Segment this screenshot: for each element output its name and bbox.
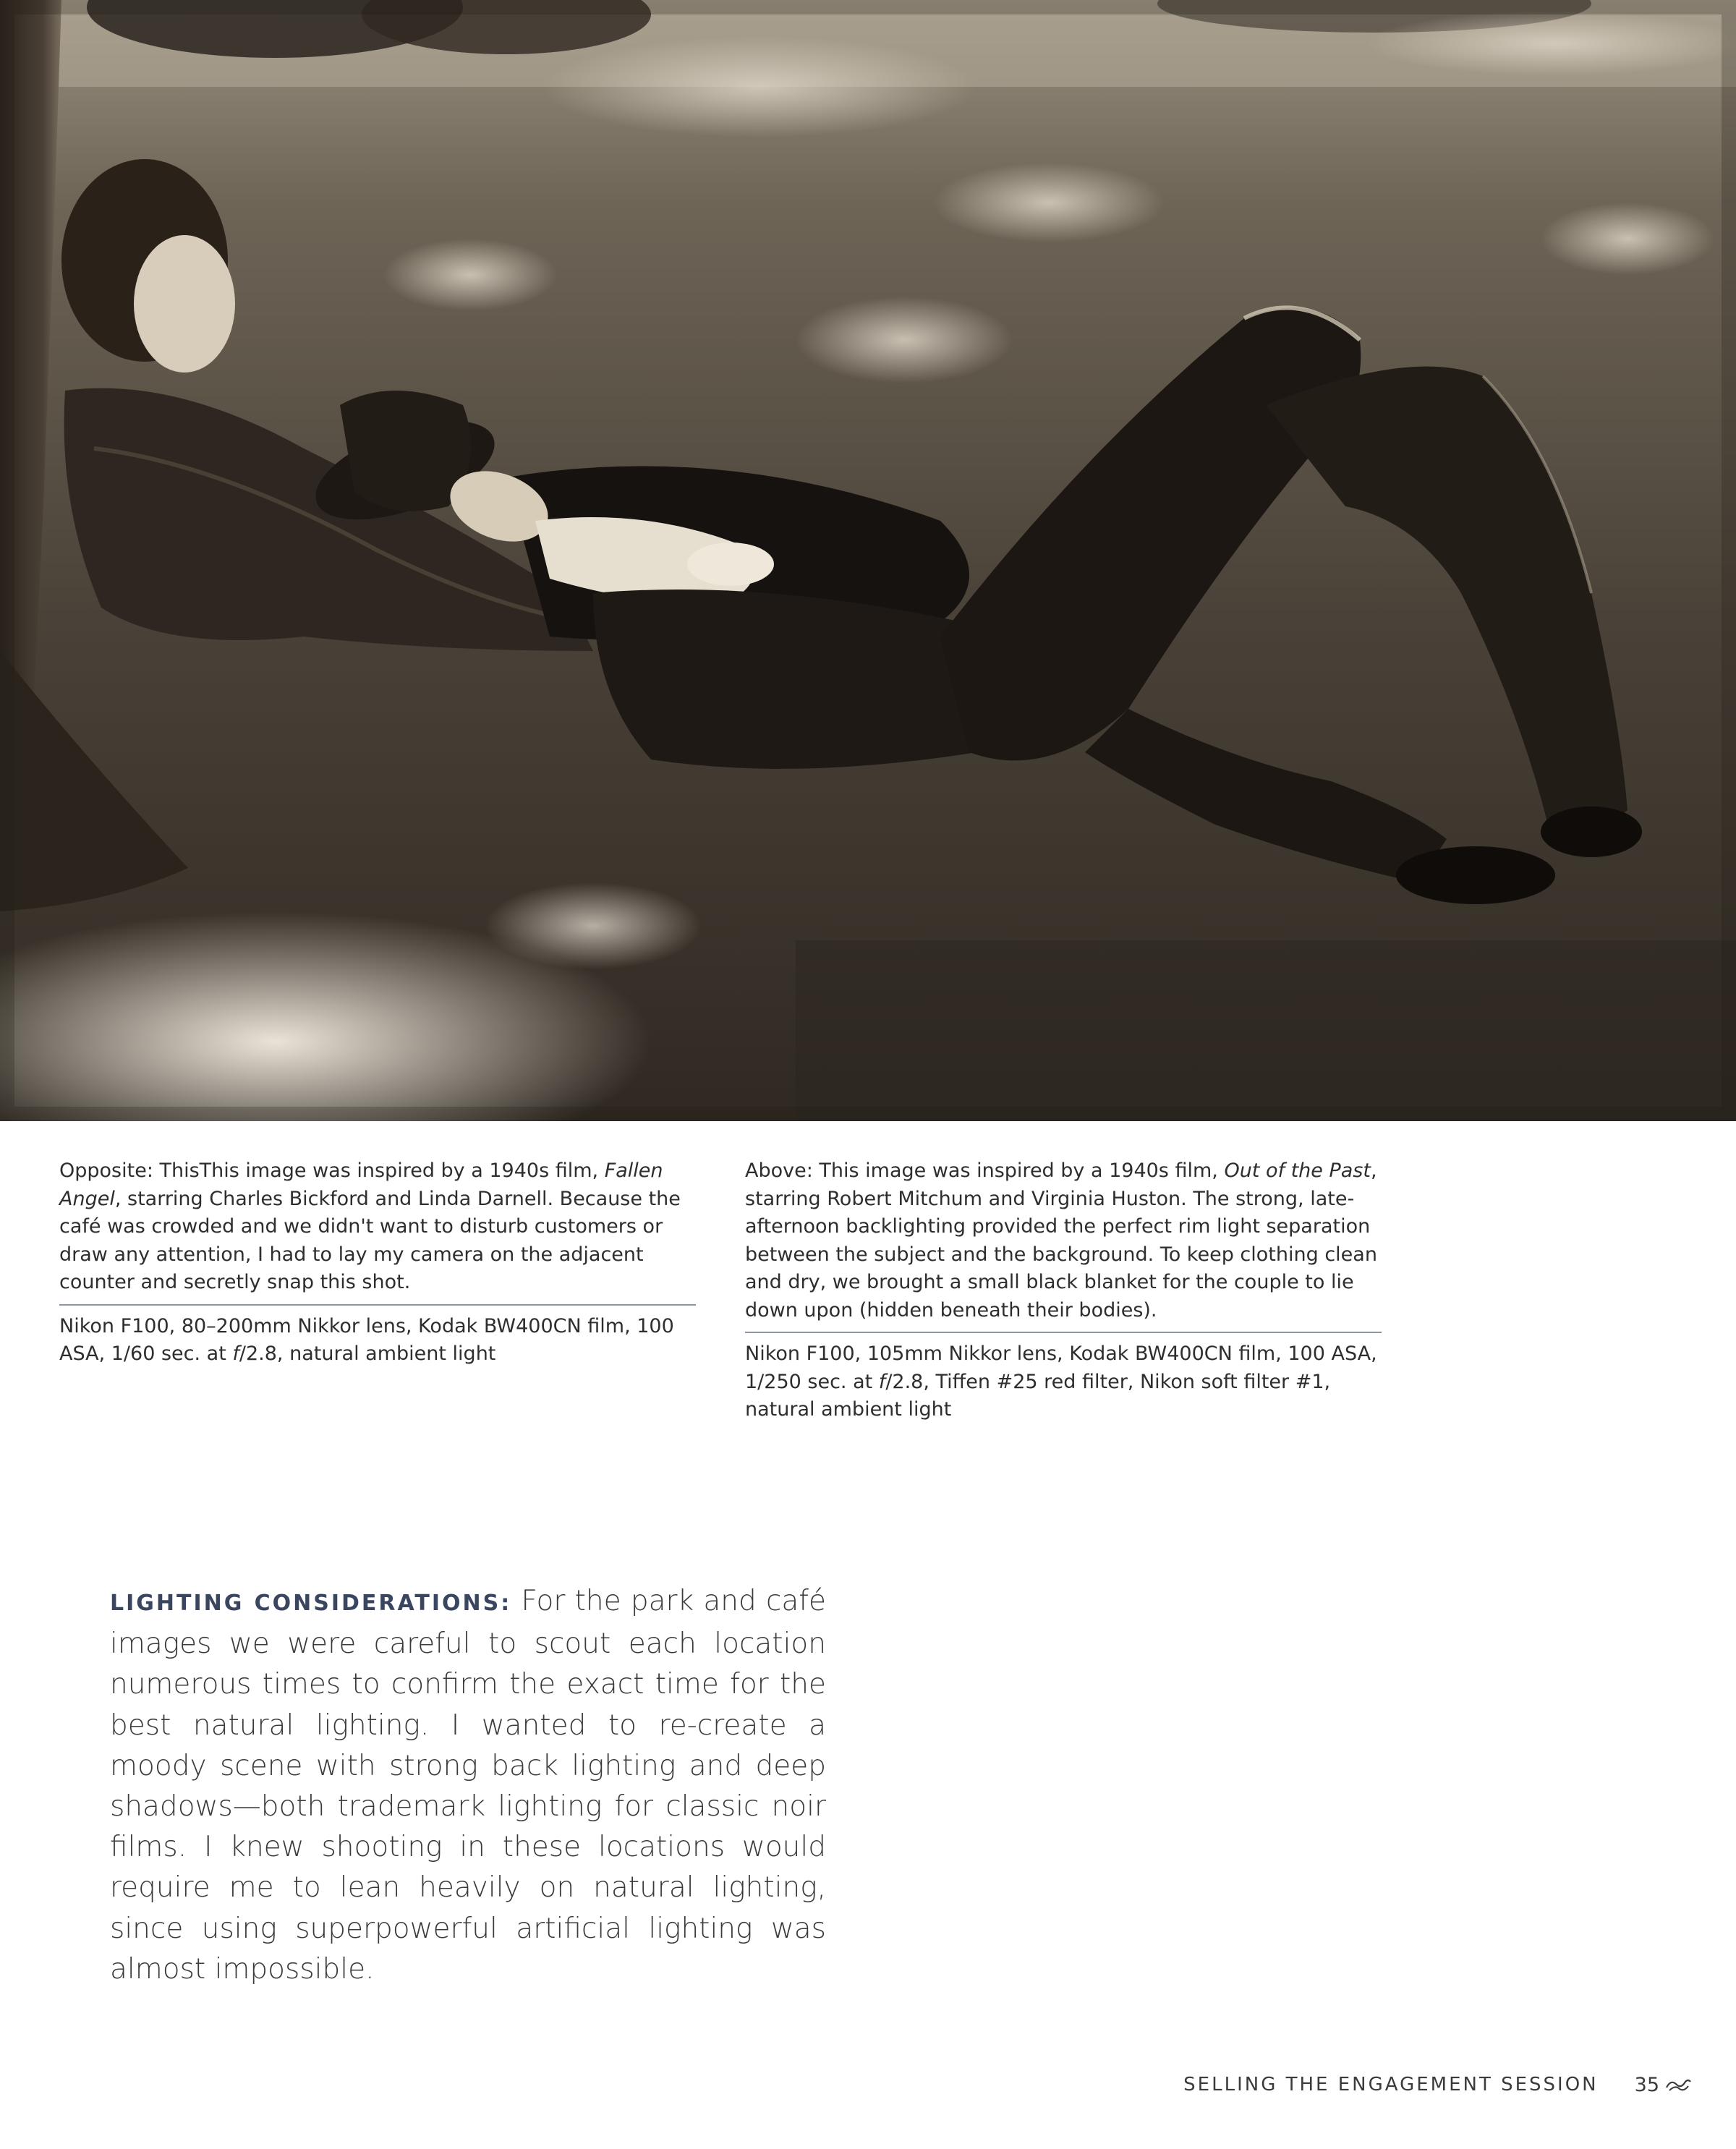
- caption-divider: [745, 1332, 1382, 1333]
- caption-left: [59, 1157, 696, 1369]
- caption-left-text: Opposite: ThisThis image was inspired by a 1940s film, Fallen Angel, starring Charles Bickford and Linda Darnell. Because the café was crowded and we didn't want to disturb customers or draw any attention, I had to lay my camera on the adjacent counter and secretly snap this shot.: [59, 1159, 681, 1293]
- section-lead-in: LIGHTING CONSIDERATIONS:: [110, 1591, 512, 1616]
- page-number-group: [1635, 2074, 1693, 2096]
- caption-left-tech: Nikon F100, 80–200mm Nikkor lens, Kodak BW400CN film, 100 ASA, 1/60 sec. at f/2.8, natural ambient light: [59, 1314, 674, 1365]
- decorative-swash-icon: [1664, 2076, 1693, 2093]
- page-number: 35: [1634, 2073, 1659, 2096]
- caption-right: [745, 1157, 1382, 1424]
- film-title: Out of the Past: [1224, 1159, 1371, 1182]
- page-footer: [1183, 2070, 1693, 2099]
- body-paragraph: [110, 1581, 826, 1990]
- caption-right-tech: Nikon F100, 105mm Nikkor lens, Kodak BW400CN film, 100 ASA, 1/250 sec. at f/2.8, Tiffen #25 red filter, Nikon soft filter #1, natural ambient light: [745, 1342, 1377, 1421]
- caption-right-text: Above: This image was inspired by a 1940s film, Out of the Past, starring Robert Mitchum and Virginia Huston. The strong, late-afternoon backlighting provided the perfect rim light separation between the subject and the background. To keep clothing clean and dry, we brought a small black blanket for the couple to lie down upon (hidden beneath their bodies).: [745, 1159, 1377, 1322]
- film-title: Fallen Angel: [59, 1159, 663, 1210]
- body-text: For the park and café images we were careful to scout each location numerous times to confirm the exact time for the best natural lighting. I wanted to re-create a moody scene with strong back lighting and deep shadows—both trademark lighting for classic noir films. I knew shooting in these locations would require me to lean heavily on natural lighting, since using superpowerful artificial lighting was almost impossible.: [110, 1585, 827, 1986]
- running-footer-title: SELLING THE ENGAGEMENT SESSION: [1183, 2074, 1599, 2095]
- caption-divider: [59, 1304, 696, 1306]
